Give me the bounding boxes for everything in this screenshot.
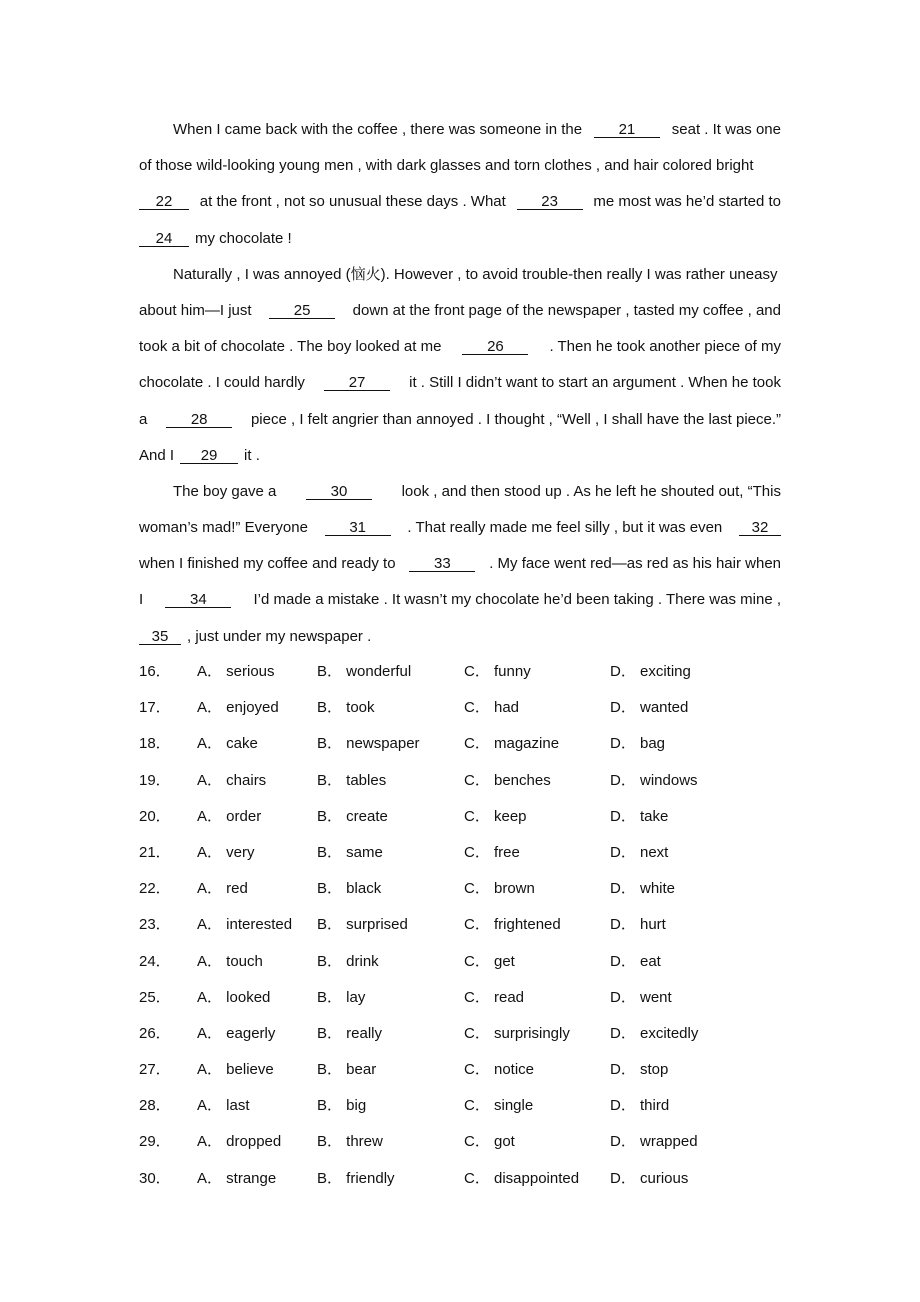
- option-d: D． bag: [610, 735, 666, 753]
- question-number: 24．: [139, 952, 171, 970]
- passage-line: The boy gave a 30 look , and then stood up . As he left he shouted out, “This: [173, 482, 781, 500]
- question-number: 23．: [139, 916, 171, 934]
- passage-line: 22 at the front , not so unusual these days . What 23 me most was he’d started to: [139, 184, 781, 220]
- question-row: [139, 980, 789, 1016]
- passage-line: I 34 I’d made a mistake . It wasn’t my chocolate he’d been taking . There was mine ,: [139, 591, 781, 609]
- passage-line: a 28 piece , I felt angrier than annoyed . I thought , “Well , I shall have the last piece.”: [139, 410, 781, 428]
- option-b: B． newspaper: [317, 735, 420, 753]
- question-number: 28．: [139, 1097, 171, 1115]
- passage-line: woman’s mad!” Everyone 31 . That really made me feel silly , but it was even 32: [139, 510, 781, 546]
- question-row: [139, 763, 789, 799]
- question-number: 29．: [139, 1133, 171, 1151]
- passage-line: chocolate . I could hardly 27 it . Still I didn’t want to start an argument . When he took: [139, 374, 781, 392]
- question-row: [139, 1088, 789, 1124]
- question-number: 30．: [139, 1169, 171, 1187]
- option-c: C． brown: [464, 880, 535, 898]
- option-a: A． order: [197, 807, 262, 825]
- question-row: [139, 1124, 789, 1160]
- option-a: A． enjoyed: [197, 699, 279, 717]
- option-b: B． big: [317, 1097, 367, 1115]
- option-d: D． went: [610, 988, 672, 1006]
- option-d: D． exciting: [610, 663, 691, 680]
- question-number: 16．: [139, 663, 171, 680]
- option-b: B． drink: [317, 952, 379, 970]
- question-row: [139, 1016, 789, 1052]
- passage-line: Naturally , I was annoyed (恼火). However , to avoid trouble-then really I was rather uneasy: [173, 265, 778, 283]
- option-c: C． free: [464, 843, 520, 861]
- option-c: C． keep: [464, 807, 527, 825]
- blank-28: 28: [166, 412, 232, 428]
- blank-22: 22: [139, 194, 189, 210]
- option-b: B． wonderful: [317, 663, 412, 680]
- blank-32: 32: [739, 520, 781, 536]
- option-b: B． friendly: [317, 1169, 395, 1187]
- option-b: B． lay: [317, 988, 366, 1006]
- option-c: C． frightened: [464, 916, 561, 934]
- passage-line: And I 29 it .: [139, 446, 260, 464]
- blank-35: 35: [139, 629, 181, 645]
- question-number: 19．: [139, 771, 171, 789]
- option-b: B． threw: [317, 1133, 383, 1151]
- question-number: 22．: [139, 880, 171, 898]
- option-d: D． eat: [610, 952, 661, 970]
- option-d: D． excitedly: [610, 1024, 699, 1042]
- option-d: D． curious: [610, 1169, 689, 1187]
- question-row: [139, 871, 789, 907]
- option-a: A． interested: [197, 916, 293, 934]
- blank-34: 34: [165, 592, 231, 608]
- passage-line: of those wild-looking young men , with dark glasses and torn clothes , and hair colored bright: [139, 157, 754, 175]
- option-c: C． read: [464, 988, 525, 1006]
- blank-25: 25: [269, 303, 335, 319]
- option-b: B． surprised: [317, 916, 408, 934]
- question-number: 17．: [139, 699, 171, 717]
- option-d: D． windows: [610, 771, 698, 789]
- blank-33: 33: [409, 556, 475, 572]
- option-a: A． looked: [197, 988, 271, 1006]
- option-b: B． black: [317, 880, 382, 898]
- question-row: [139, 944, 789, 980]
- question-number: 18．: [139, 735, 171, 753]
- option-d: D． white: [610, 880, 676, 898]
- option-b: B． took: [317, 699, 375, 717]
- option-d: D． wanted: [610, 699, 689, 717]
- option-d: D． third: [610, 1097, 670, 1115]
- option-c: C． get: [464, 952, 515, 970]
- option-a: A． eagerly: [197, 1024, 276, 1042]
- blank-31: 31: [325, 520, 391, 536]
- question-row: [139, 726, 789, 762]
- question-number: 20．: [139, 807, 171, 825]
- option-a: A． touch: [197, 952, 263, 970]
- option-a: A． last: [197, 1097, 250, 1115]
- option-a: A． chairs: [197, 771, 267, 789]
- blank-24: 24: [139, 231, 189, 247]
- option-d: D． take: [610, 807, 669, 825]
- option-a: A． red: [197, 880, 248, 898]
- question-number: 25．: [139, 988, 171, 1006]
- blank-21: 21: [594, 122, 660, 138]
- option-d: D． stop: [610, 1061, 669, 1079]
- passage-line: when I finished my coffee and ready to 33 . My face went red—as red as his hair when: [139, 555, 781, 573]
- option-b: B． bear: [317, 1061, 377, 1079]
- option-c: C． surprisingly: [464, 1024, 570, 1042]
- question-row: [139, 690, 789, 726]
- option-b: B． tables: [317, 771, 387, 789]
- option-c: C． funny: [464, 663, 531, 680]
- option-c: C． disappointed: [464, 1169, 580, 1187]
- option-a: A． strange: [197, 1169, 277, 1187]
- question-number: 26．: [139, 1024, 171, 1042]
- question-row: [139, 1052, 789, 1088]
- passage-line: 24 my chocolate !: [139, 221, 781, 257]
- option-a: A． cake: [197, 735, 258, 753]
- question-row: [139, 907, 789, 943]
- question-row: [139, 1161, 789, 1197]
- question-row: [139, 835, 789, 871]
- passage-line: took a bit of chocolate . The boy looked at me 26 . Then he took another piece of my: [139, 338, 781, 356]
- option-c: C． single: [464, 1097, 534, 1115]
- question-row: [139, 799, 789, 835]
- blank-23: 23: [517, 194, 583, 210]
- option-a: A． very: [197, 843, 255, 861]
- option-d: D． next: [610, 843, 669, 861]
- blank-29: 29: [180, 448, 238, 464]
- option-a: A． believe: [197, 1061, 274, 1079]
- blank-30: 30: [306, 484, 372, 500]
- question-number: 21．: [139, 843, 171, 861]
- question-number: 27．: [139, 1061, 171, 1079]
- question-options: [139, 654, 789, 1197]
- question-row: [139, 654, 789, 690]
- option-a: A． dropped: [197, 1133, 282, 1151]
- option-c: C． got: [464, 1133, 515, 1151]
- passage-line: 35 , just under my newspaper .: [139, 619, 781, 655]
- option-c: C． had: [464, 699, 520, 717]
- option-d: D． wrapped: [610, 1133, 698, 1151]
- passage-line: When I came back with the coffee , there was someone in the 21 seat . It was one: [173, 121, 781, 138]
- cloze-passage: [139, 112, 781, 655]
- blank-26: 26: [462, 339, 528, 355]
- option-c: C． magazine: [464, 735, 560, 753]
- passage-line: about him—I just 25 down at the front page of the newspaper , tasted my coffee , and: [139, 301, 781, 319]
- option-b: B． same: [317, 843, 383, 861]
- option-b: B． really: [317, 1024, 383, 1042]
- option-c: C． benches: [464, 771, 551, 789]
- option-b: B． create: [317, 807, 388, 825]
- option-d: D． hurt: [610, 916, 666, 934]
- option-a: A． serious: [197, 663, 275, 680]
- blank-27: 27: [324, 375, 390, 391]
- option-c: C． notice: [464, 1061, 535, 1079]
